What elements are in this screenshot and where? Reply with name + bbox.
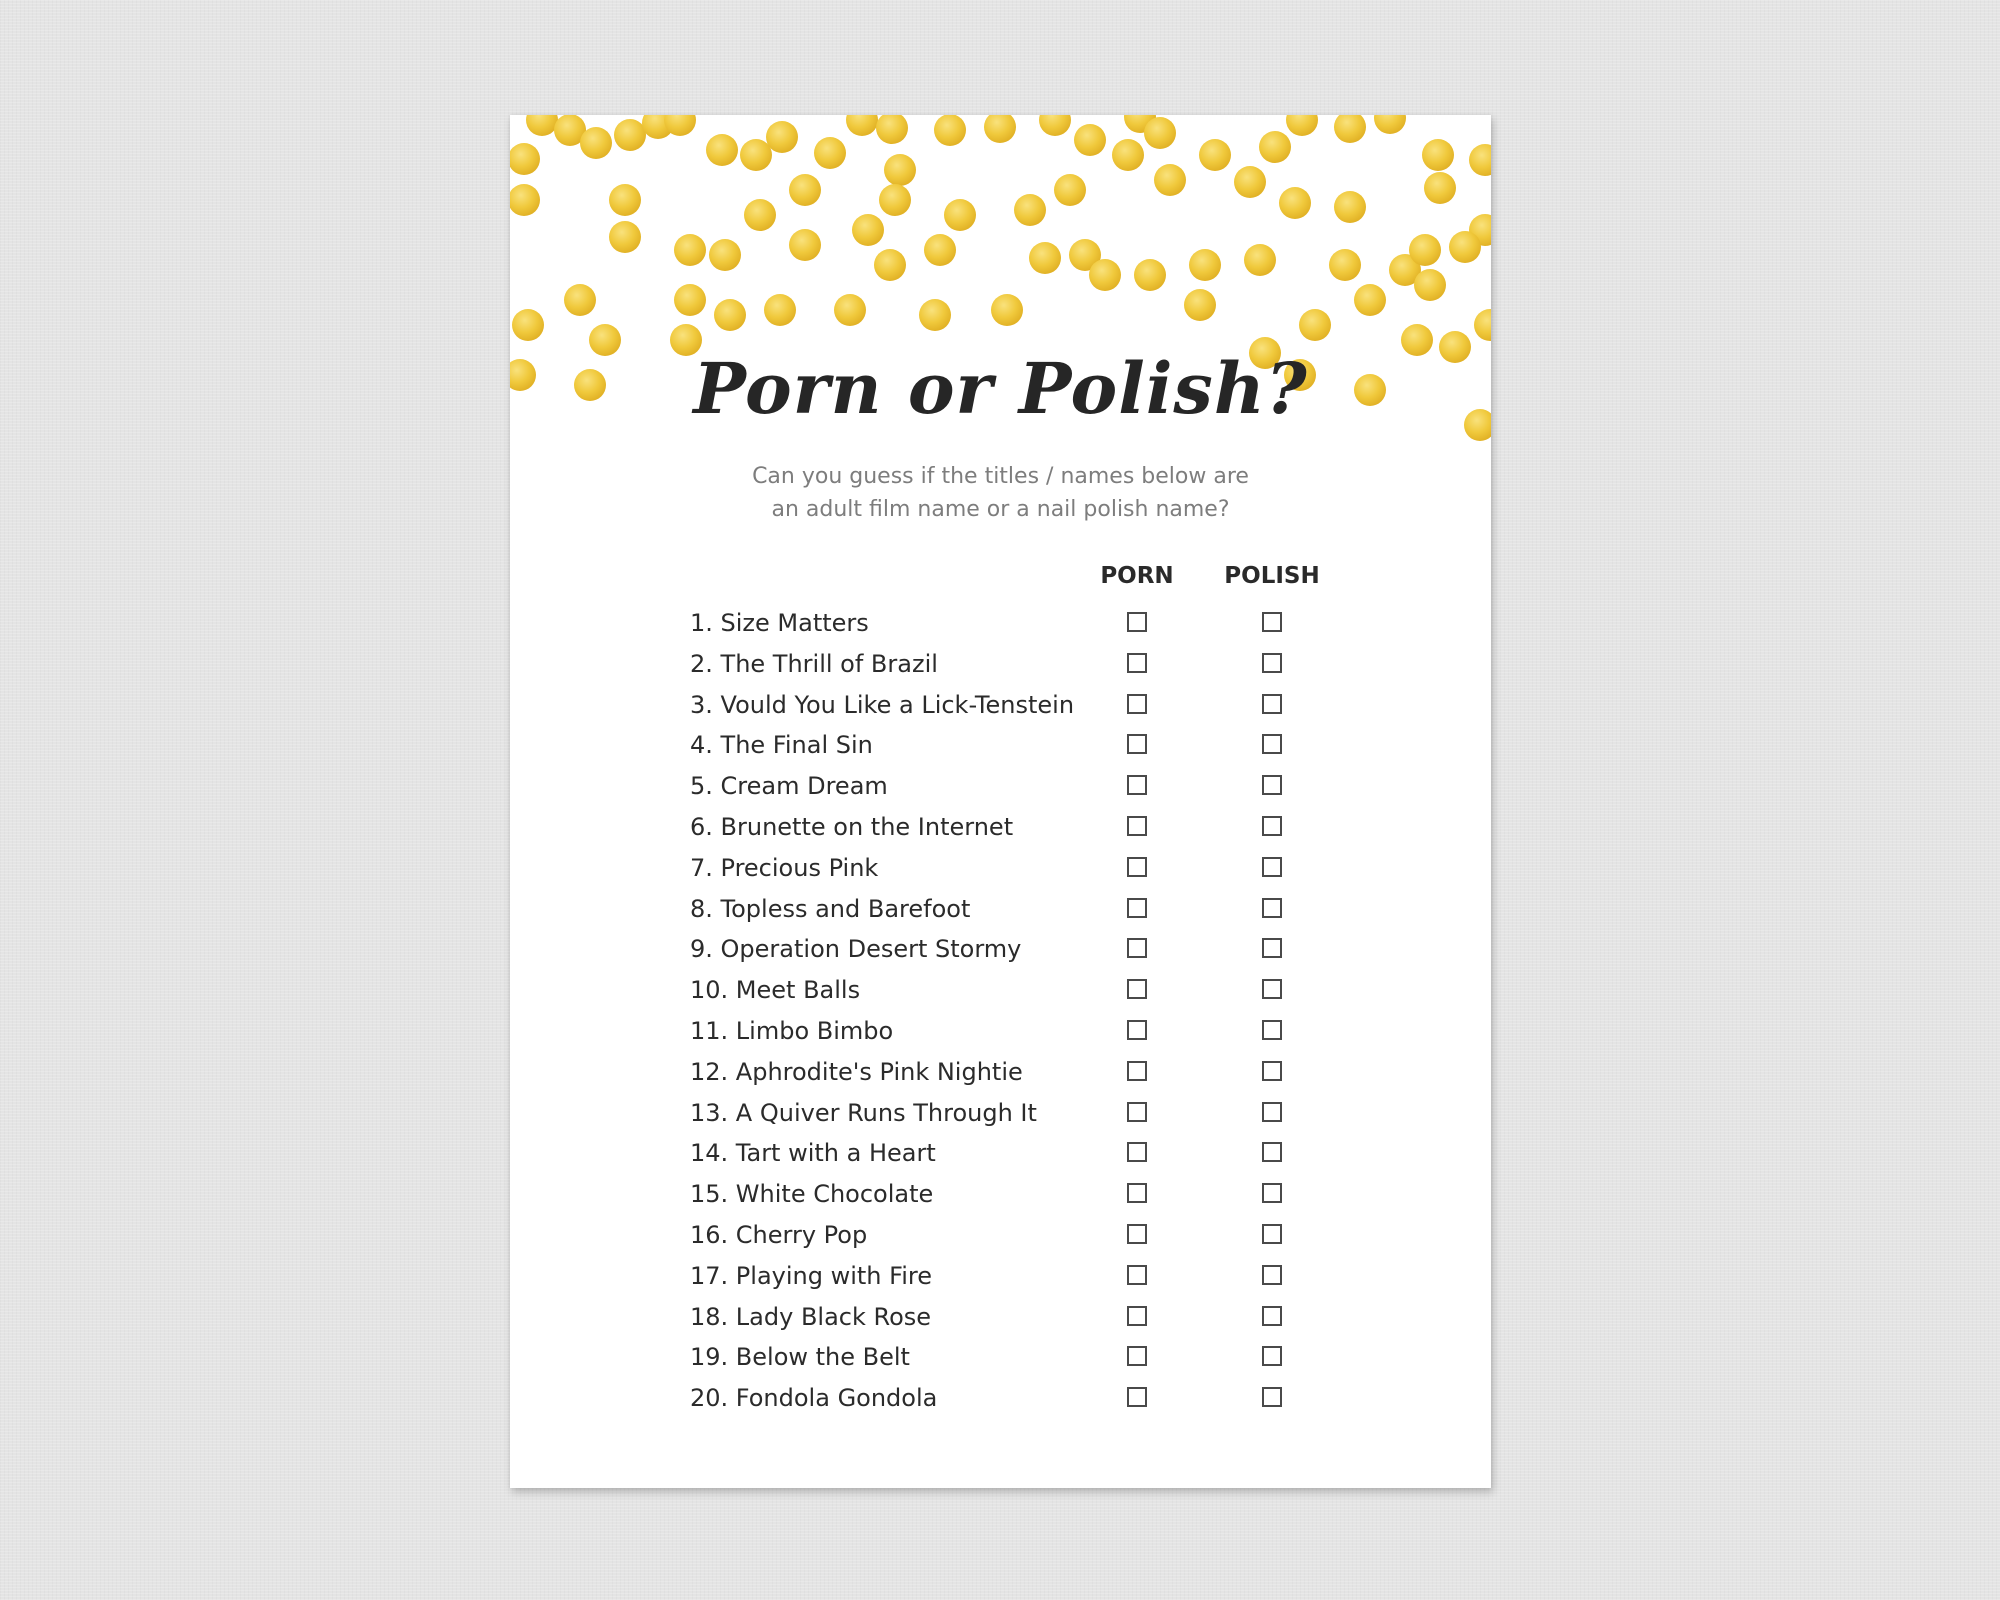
confetti-dot — [1039, 115, 1071, 136]
confetti-dot — [674, 284, 706, 316]
porn-column-header: PORN — [1100, 563, 1174, 589]
confetti-dot — [510, 143, 540, 175]
polish-checkbox[interactable] — [1262, 612, 1282, 632]
confetti-dot — [674, 234, 706, 266]
question-text: 5. Cream Dream — [690, 772, 888, 801]
question-list — [510, 607, 1491, 1423]
confetti-dot — [1189, 249, 1221, 281]
confetti-dot — [1279, 187, 1311, 219]
confetti-dot — [1184, 289, 1216, 321]
question-text: 2. The Thrill of Brazil — [690, 649, 938, 678]
confetti-dot — [766, 121, 798, 153]
porn-checkbox[interactable] — [1127, 1102, 1147, 1122]
confetti-dot — [564, 284, 596, 316]
polish-checkbox[interactable] — [1262, 1183, 1282, 1203]
question-text: 20. Fondola Gondola — [690, 1384, 938, 1413]
polish-checkbox[interactable] — [1262, 1142, 1282, 1162]
porn-checkbox[interactable] — [1127, 694, 1147, 714]
confetti-dot — [614, 119, 646, 151]
porn-checkbox[interactable] — [1127, 1061, 1147, 1081]
confetti-dot — [510, 184, 540, 216]
porn-checkbox[interactable] — [1127, 612, 1147, 632]
game-card — [510, 115, 1491, 1488]
question-text: 9. Operation Desert Stormy — [690, 935, 1022, 964]
question-row — [510, 648, 1491, 689]
confetti-dot — [884, 154, 916, 186]
confetti-dot — [764, 294, 796, 326]
confetti-dot — [984, 115, 1016, 143]
porn-checkbox[interactable] — [1127, 1020, 1147, 1040]
porn-checkbox[interactable] — [1127, 979, 1147, 999]
polish-checkbox[interactable] — [1262, 857, 1282, 877]
confetti-dot — [1409, 234, 1441, 266]
question-row — [510, 1260, 1491, 1301]
polish-checkbox[interactable] — [1262, 898, 1282, 918]
confetti-dot — [852, 214, 884, 246]
confetti-dot — [706, 134, 738, 166]
confetti-dot — [1414, 269, 1446, 301]
confetti-dot — [1029, 242, 1061, 274]
confetti-dot — [609, 184, 641, 216]
question-row — [510, 1056, 1491, 1097]
confetti-dot — [526, 115, 558, 136]
confetti-dot — [1424, 172, 1456, 204]
confetti-dot — [744, 199, 776, 231]
question-text: 7. Precious Pink — [690, 853, 879, 882]
question-text: 11. Limbo Bimbo — [690, 1016, 894, 1045]
question-row — [510, 729, 1491, 770]
confetti-dot — [814, 137, 846, 169]
confetti-dot — [1054, 174, 1086, 206]
confetti-dot — [1334, 191, 1366, 223]
question-row — [510, 1382, 1491, 1423]
confetti-dot — [1089, 259, 1121, 291]
porn-checkbox[interactable] — [1127, 653, 1147, 673]
polish-checkbox[interactable] — [1262, 979, 1282, 999]
confetti-dot — [846, 115, 878, 136]
question-text: 1. Size Matters — [690, 609, 869, 637]
polish-checkbox[interactable] — [1262, 938, 1282, 958]
question-text: 15. White Chocolate — [690, 1180, 934, 1209]
question-row — [510, 852, 1491, 893]
confetti-dot — [580, 127, 612, 159]
confetti-dot — [879, 184, 911, 216]
confetti-dot — [1259, 131, 1291, 163]
confetti-dot — [1134, 259, 1166, 291]
question-text: 18. Lady Black Rose — [690, 1302, 932, 1331]
polish-checkbox[interactable] — [1262, 1102, 1282, 1122]
question-text: 17. Playing with Fire — [690, 1261, 932, 1290]
confetti-dot — [1354, 284, 1386, 316]
porn-checkbox[interactable] — [1127, 857, 1147, 877]
confetti-dot — [991, 294, 1023, 326]
polish-checkbox[interactable] — [1262, 775, 1282, 795]
confetti-dot — [924, 234, 956, 266]
porn-checkbox[interactable] — [1127, 1142, 1147, 1162]
polish-checkbox[interactable] — [1262, 1387, 1282, 1407]
porn-checkbox[interactable] — [1127, 816, 1147, 836]
confetti-dot — [1234, 166, 1266, 198]
instructions — [510, 460, 1491, 526]
porn-checkbox[interactable] — [1127, 775, 1147, 795]
instructions-line-2: an adult film name or a nail polish name? — [771, 497, 1230, 522]
polish-checkbox[interactable] — [1262, 694, 1282, 714]
question-row — [510, 770, 1491, 811]
polish-checkbox[interactable] — [1262, 1020, 1282, 1040]
confetti-dot — [1299, 309, 1331, 341]
question-text: 16. Cherry Pop — [690, 1220, 868, 1249]
porn-checkbox[interactable] — [1127, 1224, 1147, 1244]
question-row — [510, 1097, 1491, 1138]
question-text: 6. Brunette on the Internet — [690, 812, 1014, 841]
confetti-dot — [876, 115, 908, 144]
question-row — [510, 1178, 1491, 1219]
question-row — [510, 974, 1491, 1015]
question-text: 10. Meet Balls — [690, 976, 861, 1005]
question-row — [510, 607, 1491, 648]
confetti-dot — [1014, 194, 1046, 226]
question-row — [510, 1137, 1491, 1178]
question-text: 8. Topless and Barefoot — [690, 894, 971, 923]
porn-checkbox[interactable] — [1127, 1387, 1147, 1407]
question-row — [510, 1341, 1491, 1382]
porn-checkbox[interactable] — [1127, 1346, 1147, 1366]
question-text: 14. Tart with a Heart — [690, 1139, 936, 1168]
confetti-dot — [1244, 244, 1276, 276]
confetti-dot — [1112, 139, 1144, 171]
confetti-dot — [1286, 115, 1318, 136]
confetti-dot — [709, 239, 741, 271]
question-row — [510, 1301, 1491, 1342]
confetti-dot — [789, 174, 821, 206]
question-text: 19. Below the Belt — [690, 1343, 910, 1372]
confetti-dot — [1329, 249, 1361, 281]
porn-checkbox[interactable] — [1127, 938, 1147, 958]
question-text: 4. The Final Sin — [690, 731, 873, 760]
confetti-dot — [874, 249, 906, 281]
confetti-dot — [789, 229, 821, 261]
confetti-dot — [609, 221, 641, 253]
question-row — [510, 893, 1491, 934]
polish-checkbox[interactable] — [1262, 1265, 1282, 1285]
porn-checkbox[interactable] — [1127, 1306, 1147, 1326]
polish-checkbox[interactable] — [1262, 653, 1282, 673]
confetti-dot — [512, 309, 544, 341]
question-row — [510, 811, 1491, 852]
confetti-dot — [919, 299, 951, 331]
page-title: Porn or Polish? — [693, 347, 1308, 430]
polish-checkbox[interactable] — [1262, 734, 1282, 754]
polish-checkbox[interactable] — [1262, 816, 1282, 836]
confetti-dot — [834, 294, 866, 326]
polish-checkbox[interactable] — [1262, 1306, 1282, 1326]
confetti-dot — [1449, 231, 1481, 263]
polish-checkbox[interactable] — [1262, 1346, 1282, 1366]
question-row — [510, 1219, 1491, 1260]
polish-column-header: POLISH — [1224, 563, 1320, 589]
question-text: 13. A Quiver Runs Through It — [690, 1098, 1037, 1127]
porn-checkbox[interactable] — [1127, 1265, 1147, 1285]
confetti-dot — [1469, 144, 1491, 176]
confetti-dot — [1154, 164, 1186, 196]
question-text: 12. Aphrodite's Pink Nightie — [690, 1057, 1023, 1086]
polish-checkbox[interactable] — [1262, 1224, 1282, 1244]
porn-checkbox[interactable] — [1127, 1183, 1147, 1203]
confetti-dot — [934, 115, 966, 146]
confetti-dot — [944, 199, 976, 231]
confetti-dot — [1334, 115, 1366, 143]
question-row — [510, 933, 1491, 974]
confetti-dot — [1374, 115, 1406, 134]
confetti-dot — [740, 139, 772, 171]
confetti-dot — [714, 299, 746, 331]
question-row — [510, 689, 1491, 730]
confetti-dot — [1144, 117, 1176, 149]
porn-checkbox[interactable] — [1127, 898, 1147, 918]
confetti-dot — [1474, 309, 1491, 341]
question-text: 3. Vould You Like a Lick-Tenstein — [690, 690, 1075, 719]
question-row — [510, 1015, 1491, 1056]
polish-checkbox[interactable] — [1262, 1061, 1282, 1081]
confetti-dot — [1422, 139, 1454, 171]
confetti-dot — [1199, 139, 1231, 171]
porn-checkbox[interactable] — [1127, 734, 1147, 754]
instructions-line-1: Can you guess if the titles / names below are — [752, 464, 1249, 489]
confetti-dot — [1074, 124, 1106, 156]
